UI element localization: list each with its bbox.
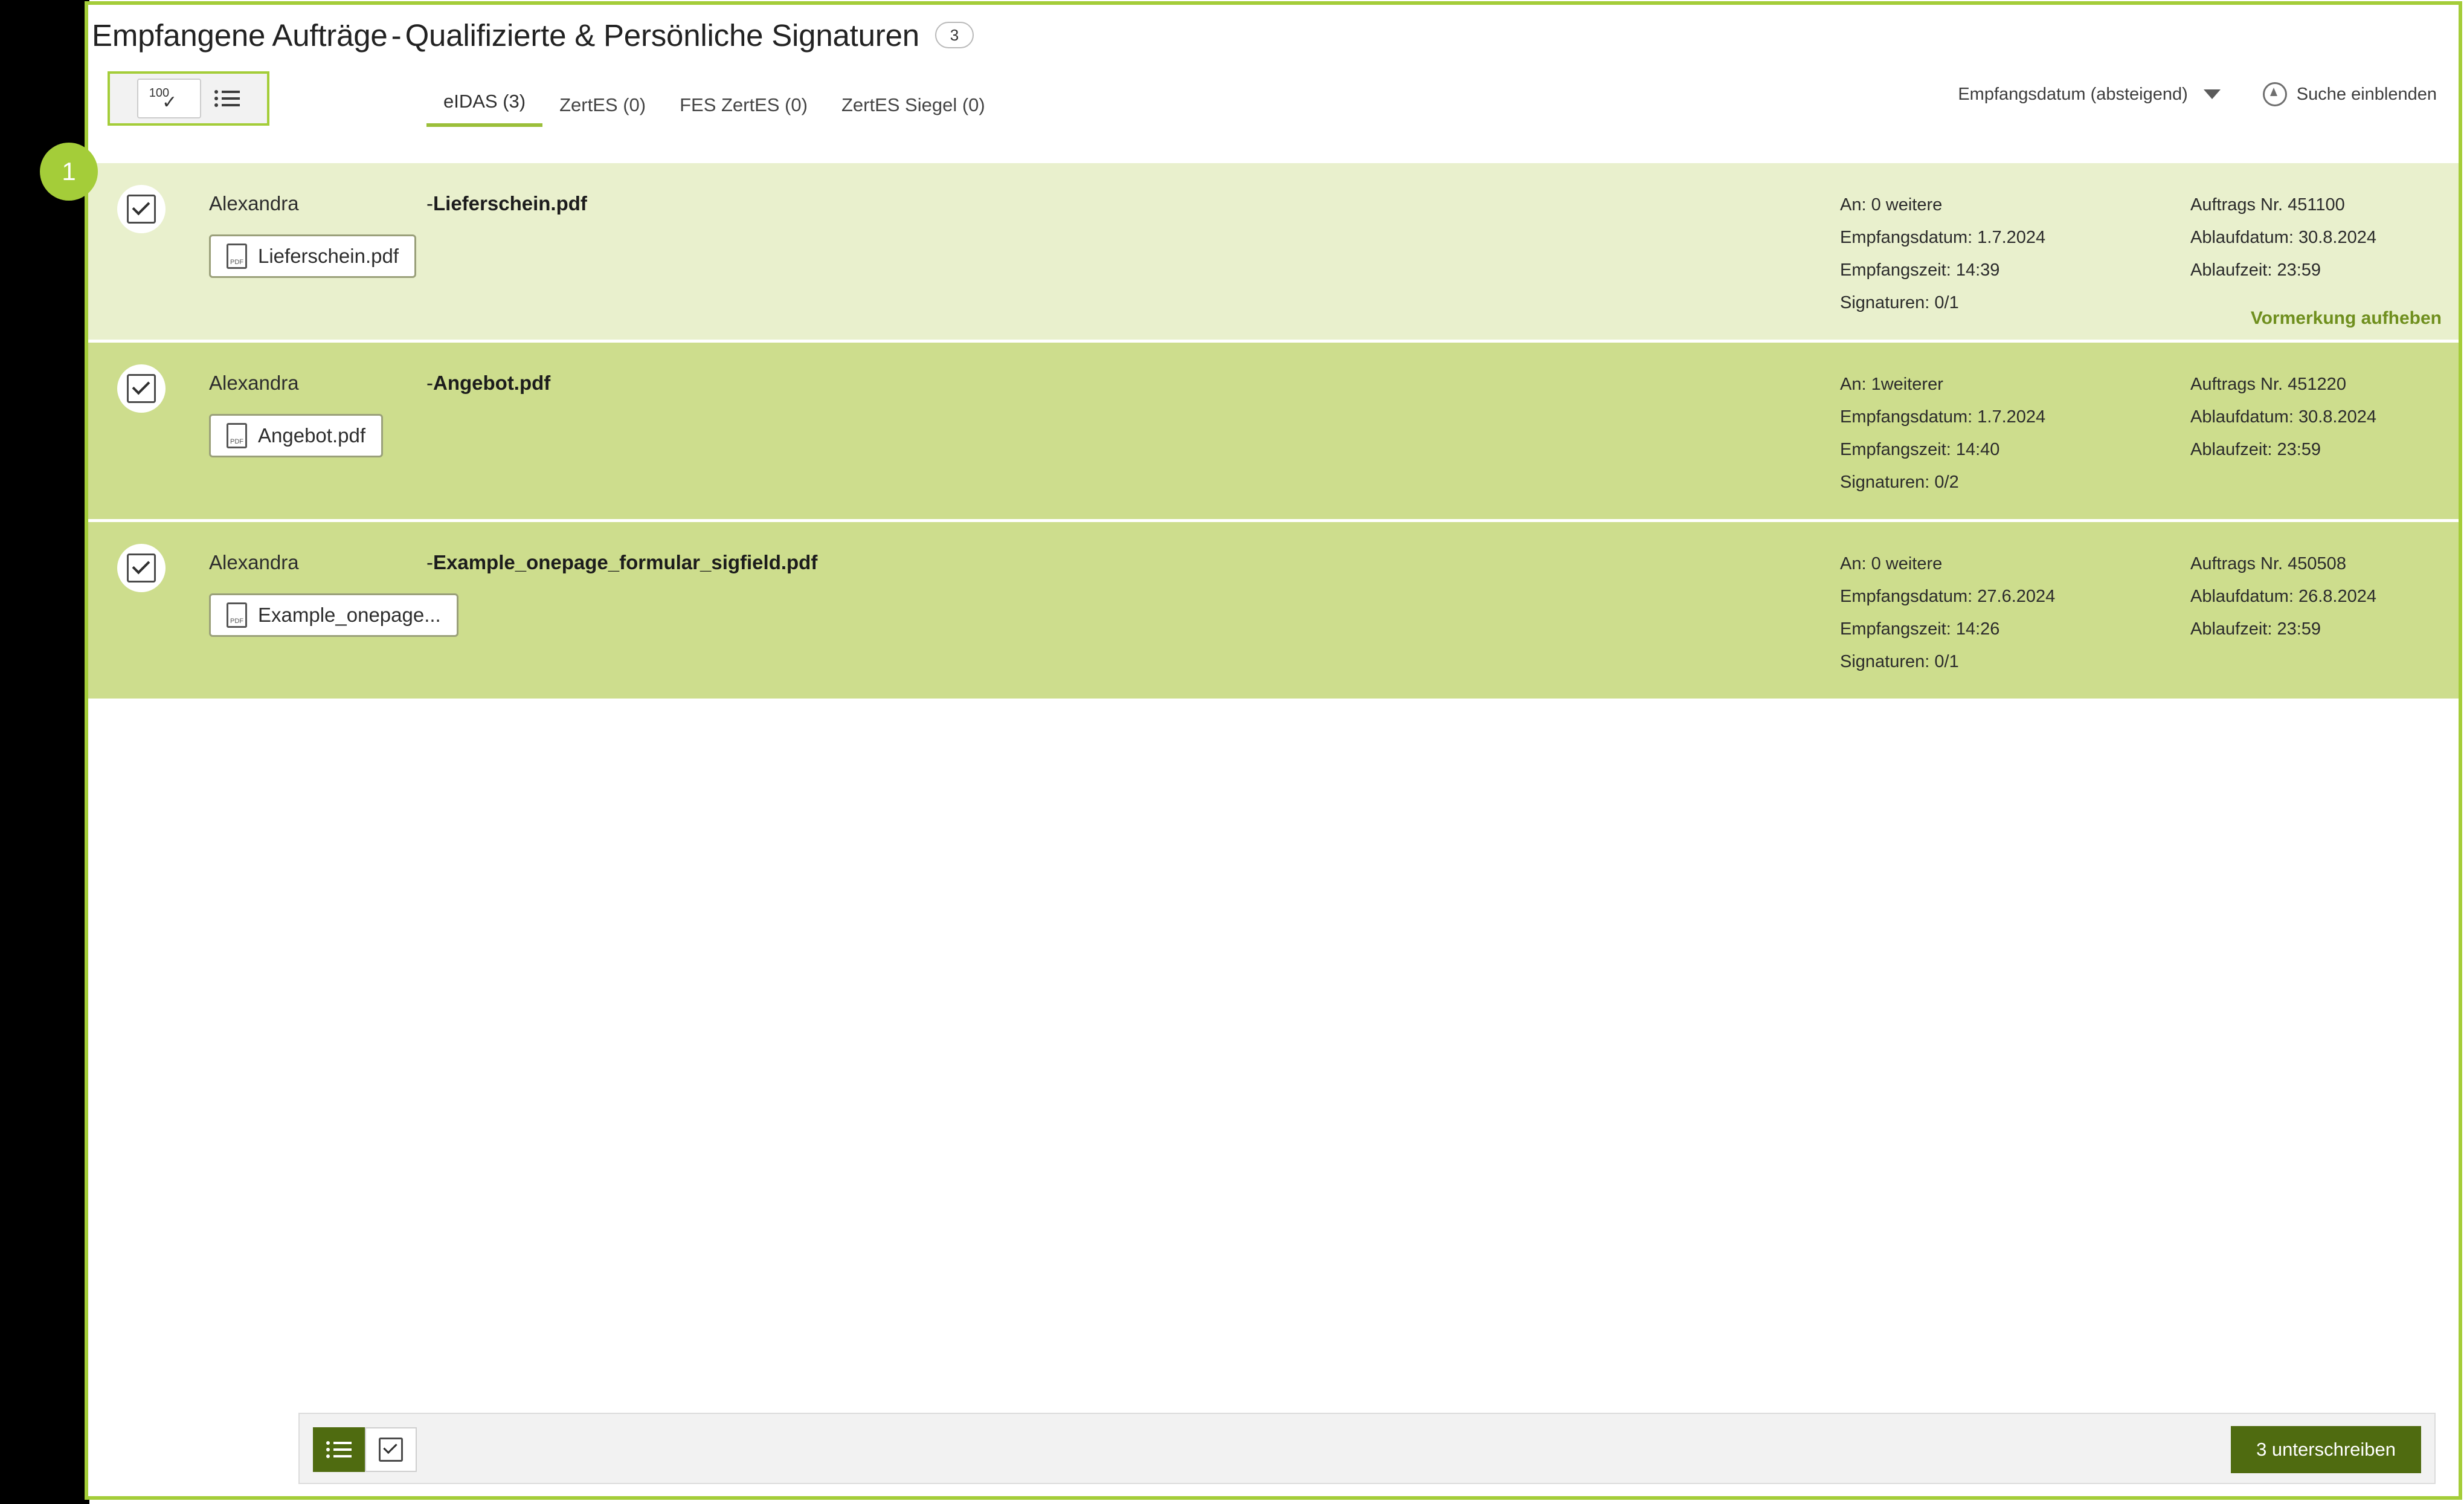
meta-expiry-date: Ablaufdatum: 26.8.2024 (2190, 587, 2376, 606)
page-subtitle: Qualifizierte & Persönliche Signaturen (405, 18, 919, 53)
row-filename (426, 192, 587, 215)
row-filename-dash: - (426, 551, 433, 573)
meta-signatures: Signaturen: 0/1 (1840, 652, 1959, 671)
sort-dropdown-label[interactable]: Empfangsdatum (absteigend) (1958, 84, 2188, 104)
row-meta-right (2190, 547, 2376, 645)
meta-order-number: Auftrags Nr. 450508 (2190, 554, 2346, 573)
meta-expiry-time: Ablaufzeit: 23:59 (2190, 440, 2321, 459)
row-meta-left (1840, 189, 2045, 319)
row-checkbox[interactable] (117, 185, 166, 233)
row-filename-text: Angebot.pdf (433, 372, 551, 394)
title-separator: - (391, 18, 402, 53)
meta-received-time: Empfangszeit: 14:26 (1840, 619, 2000, 639)
order-count-badge: 3 (935, 22, 974, 48)
pdf-icon: PDF (227, 423, 247, 448)
list-view-icon[interactable] (214, 86, 240, 111)
checkbox-icon (127, 195, 156, 224)
meta-received-date: Empfangsdatum: 1.7.2024 (1840, 228, 2046, 247)
meta-signatures: Signaturen: 0/2 (1840, 473, 1959, 492)
meta-received-time: Empfangszeit: 14:39 (1840, 260, 2000, 280)
row-filename-dash: - (426, 372, 433, 394)
bottom-select-all-button[interactable] (365, 1427, 417, 1472)
toolbar (62, 65, 2459, 186)
chevron-down-icon[interactable] (2204, 89, 2221, 99)
page-header (88, 5, 974, 65)
file-chip[interactable] (209, 593, 458, 637)
checkbox-icon (127, 374, 156, 403)
file-chip[interactable] (209, 414, 383, 457)
meta-recipients: An: 0 weitere (1840, 195, 1943, 215)
meta-received-date: Empfangsdatum: 1.7.2024 (1840, 407, 2046, 427)
row-checkbox[interactable] (117, 544, 166, 592)
table-row[interactable] (88, 163, 2459, 343)
row-filename-text: Example_onepage_formular_sigfield.pdf (433, 551, 818, 573)
meta-expiry-time: Ablaufzeit: 23:59 (2190, 619, 2321, 639)
meta-received-date: Empfangsdatum: 27.6.2024 (1840, 587, 2056, 606)
search-toggle[interactable] (2263, 82, 2437, 106)
checkbox-icon (379, 1438, 403, 1462)
left-gutter (0, 0, 89, 1504)
row-filename-text: Lieferschein.pdf (433, 192, 587, 215)
bottom-list-view-button[interactable] (313, 1427, 365, 1472)
bottom-action-bar (298, 1413, 2436, 1484)
row-filename-dash: - (426, 192, 433, 215)
meta-order-number: Auftrags Nr. 451100 (2190, 195, 2345, 215)
row-meta-right (2190, 189, 2376, 286)
row-meta-left (1840, 368, 2045, 499)
meta-order-number: Auftrags Nr. 451220 (2190, 375, 2346, 394)
meta-expiry-time: Ablaufzeit: 23:59 (2190, 260, 2321, 280)
tab-bar (426, 71, 1002, 127)
tab-zertes[interactable]: ZertES (0) (559, 94, 646, 115)
pdf-icon: PDF (227, 244, 247, 269)
compact-view-button[interactable] (137, 79, 201, 118)
tab-eidas[interactable]: eIDAS (3) (426, 91, 542, 127)
view-mode-group[interactable] (108, 71, 269, 126)
row-meta-right (2190, 368, 2376, 466)
meta-expiry-date: Ablaufdatum: 30.8.2024 (2190, 407, 2376, 427)
step-badge-1: 1 (40, 143, 98, 201)
meta-recipients: An: 0 weitere (1840, 554, 1943, 573)
tab-fes-zertes[interactable]: FES ZertES (0) (680, 94, 808, 115)
meta-expiry-date: Ablaufdatum: 30.8.2024 (2190, 228, 2376, 247)
page-title: Empfangene Aufträge (92, 18, 388, 53)
search-toggle-label: Suche einblenden (2296, 84, 2437, 104)
list-icon (326, 1438, 352, 1462)
app-content (62, 5, 2459, 1496)
tab-zertes-siegel[interactable]: ZertES Siegel (0) (841, 94, 985, 115)
search-icon (2263, 82, 2287, 106)
file-chip-label: Angebot.pdf (258, 424, 365, 447)
file-chip[interactable] (209, 234, 416, 278)
meta-recipients: An: 1weiterer (1840, 375, 1943, 394)
meta-signatures: Signaturen: 0/1 (1840, 293, 1959, 312)
row-filename (426, 372, 550, 395)
row-sender: Alexandra (209, 372, 299, 394)
row-meta-left (1840, 547, 2055, 678)
bottom-view-toggle-group (313, 1427, 417, 1472)
pdf-icon: PDF (227, 602, 247, 628)
meta-received-time: Empfangszeit: 14:40 (1840, 440, 2000, 459)
checkbox-icon (127, 554, 156, 583)
order-list (88, 163, 2459, 702)
row-checkbox[interactable] (117, 364, 166, 413)
row-sender: Alexandra (209, 192, 299, 215)
check-icon: ✓ (162, 92, 178, 112)
file-chip-label: Example_onepage... (258, 604, 441, 626)
row-action-link[interactable]: Vormerkung aufheben (2250, 308, 2442, 328)
row-sender: Alexandra (209, 551, 299, 573)
compact-view-label: 100 (149, 86, 170, 100)
sign-button[interactable]: 3 unterschreiben (2231, 1426, 2421, 1473)
sort-and-search (1958, 82, 2437, 106)
table-row[interactable] (88, 522, 2459, 702)
row-filename (426, 551, 817, 574)
table-row[interactable] (88, 343, 2459, 522)
file-chip-label: Lieferschein.pdf (258, 245, 399, 267)
